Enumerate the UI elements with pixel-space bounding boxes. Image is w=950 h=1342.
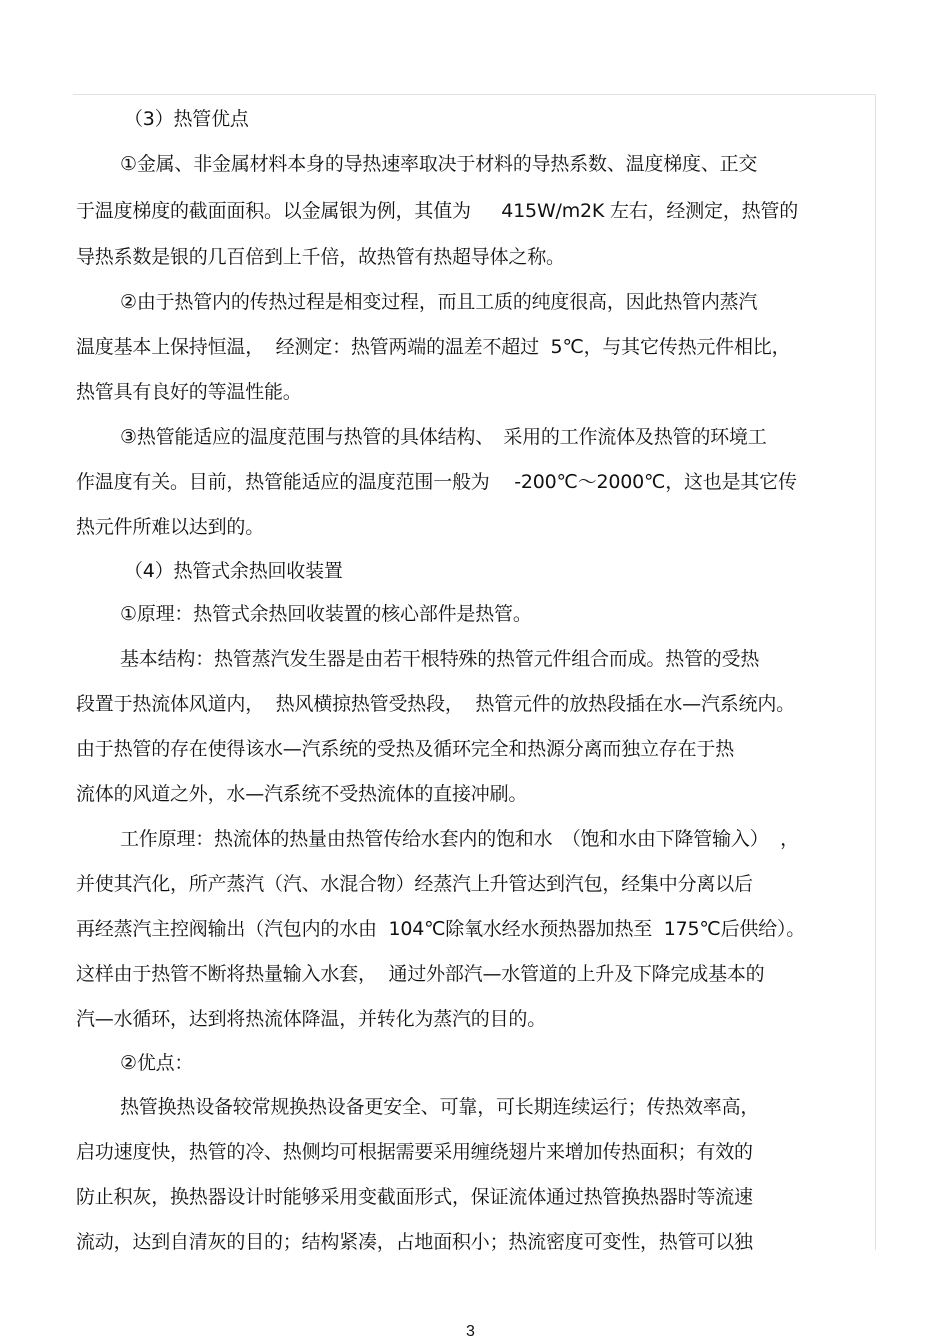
document-text-line: 段置于热流体风道内， 热风横掠热管受热段， 热管元件的放热段插在水—汽系统内。: [76, 693, 795, 715]
document-text-line: ②优点：: [120, 1052, 194, 1074]
document-text-line: 于温度梯度的截面面积。以金属银为例，其值为 415W/m2K 左右，经测定，热管的: [76, 200, 799, 222]
document-text-line: 基本结构：热管蒸汽发生器是由若干根特殊的热管元件组合而成。热管的受热: [120, 648, 760, 670]
document-text-line: （4）热管式余热回收装置: [124, 560, 343, 582]
document-text-line: 热管换热设备较常规换热设备更安全、可靠，可长期连续运行；传热效率高，: [120, 1096, 760, 1118]
document-text-line: 流体的风道之外，水—汽系统不受热流体的直接冲刷。: [76, 783, 528, 805]
document-text-line: 并使其汽化，所产蒸汽（汽、水混合物）经蒸汽上升管达到汽包，经集中分离以后: [76, 873, 753, 895]
document-text-line: 再经蒸汽主控阀输出（汽包内的水由 104℃除氧水经水预热器加热至 175℃后供给）。: [76, 918, 806, 940]
document-text-line: 工作原理：热流体的热量由热管传给水套内的饱和水 （饱和水由下降管输入） ，: [120, 828, 799, 850]
document-text-line: ②由于热管内的传热过程是相变过程，而且工质的纯度很高，因此热管内蒸汽: [120, 291, 758, 313]
document-text-line: （3）热管优点: [124, 108, 249, 130]
document-text-line: 这样由于热管不断将热量输入水套， 通过外部汽—水管道的上升及下降完成基本的: [76, 963, 765, 985]
document-text-line: ①金属、非金属材料本身的导热速率取决于材料的导热系数、温度梯度、正交: [120, 153, 758, 175]
document-text-line: 启功速度快，热管的冷、热侧均可根据需要采用缠绕翅片来增加传热面积；有效的: [76, 1141, 753, 1163]
document-text-line: 温度基本上保持恒温， 经测定：热管两端的温差不超过 5℃，与其它传热元件相比，: [76, 336, 791, 358]
page-number: 3: [466, 1323, 475, 1340]
page-frame-right-border: [875, 94, 876, 1250]
document-text-line: ①原理：热管式余热回收装置的核心部件是热管。: [120, 603, 532, 625]
document-text-line: 热元件所难以达到的。: [76, 516, 265, 538]
document-text-line: 热管具有良好的等温性能。: [76, 381, 302, 403]
document-text-line: 防止积灰，换热器设计时能够采用变截面形式，保证流体通过热管换热器时等流速: [76, 1186, 753, 1208]
document-text-line: 由于热管的存在使得该水—汽系统的受热及循环完全和热源分离而独立存在于热: [76, 738, 735, 760]
document-text-line: ③热管能适应的温度范围与热管的具体结构、 采用的工作流体及热管的环境工: [120, 426, 767, 448]
page-frame-top-border: [73, 94, 875, 95]
document-text-line: 流动，达到自清灰的目的；结构紧凑，占地面积小；热流密度可变性，热管可以独: [76, 1231, 753, 1253]
document-text-line: 汽—水循环，达到将热流体降温，并转化为蒸汽的目的。: [76, 1008, 547, 1030]
document-text-line: 作温度有关。目前，热管能适应的温度范围一般为 -200℃～2000℃，这也是其它传: [76, 471, 797, 493]
document-text-line: 导热系数是银的几百倍到上千倍，故热管有热超导体之称。: [76, 246, 565, 268]
